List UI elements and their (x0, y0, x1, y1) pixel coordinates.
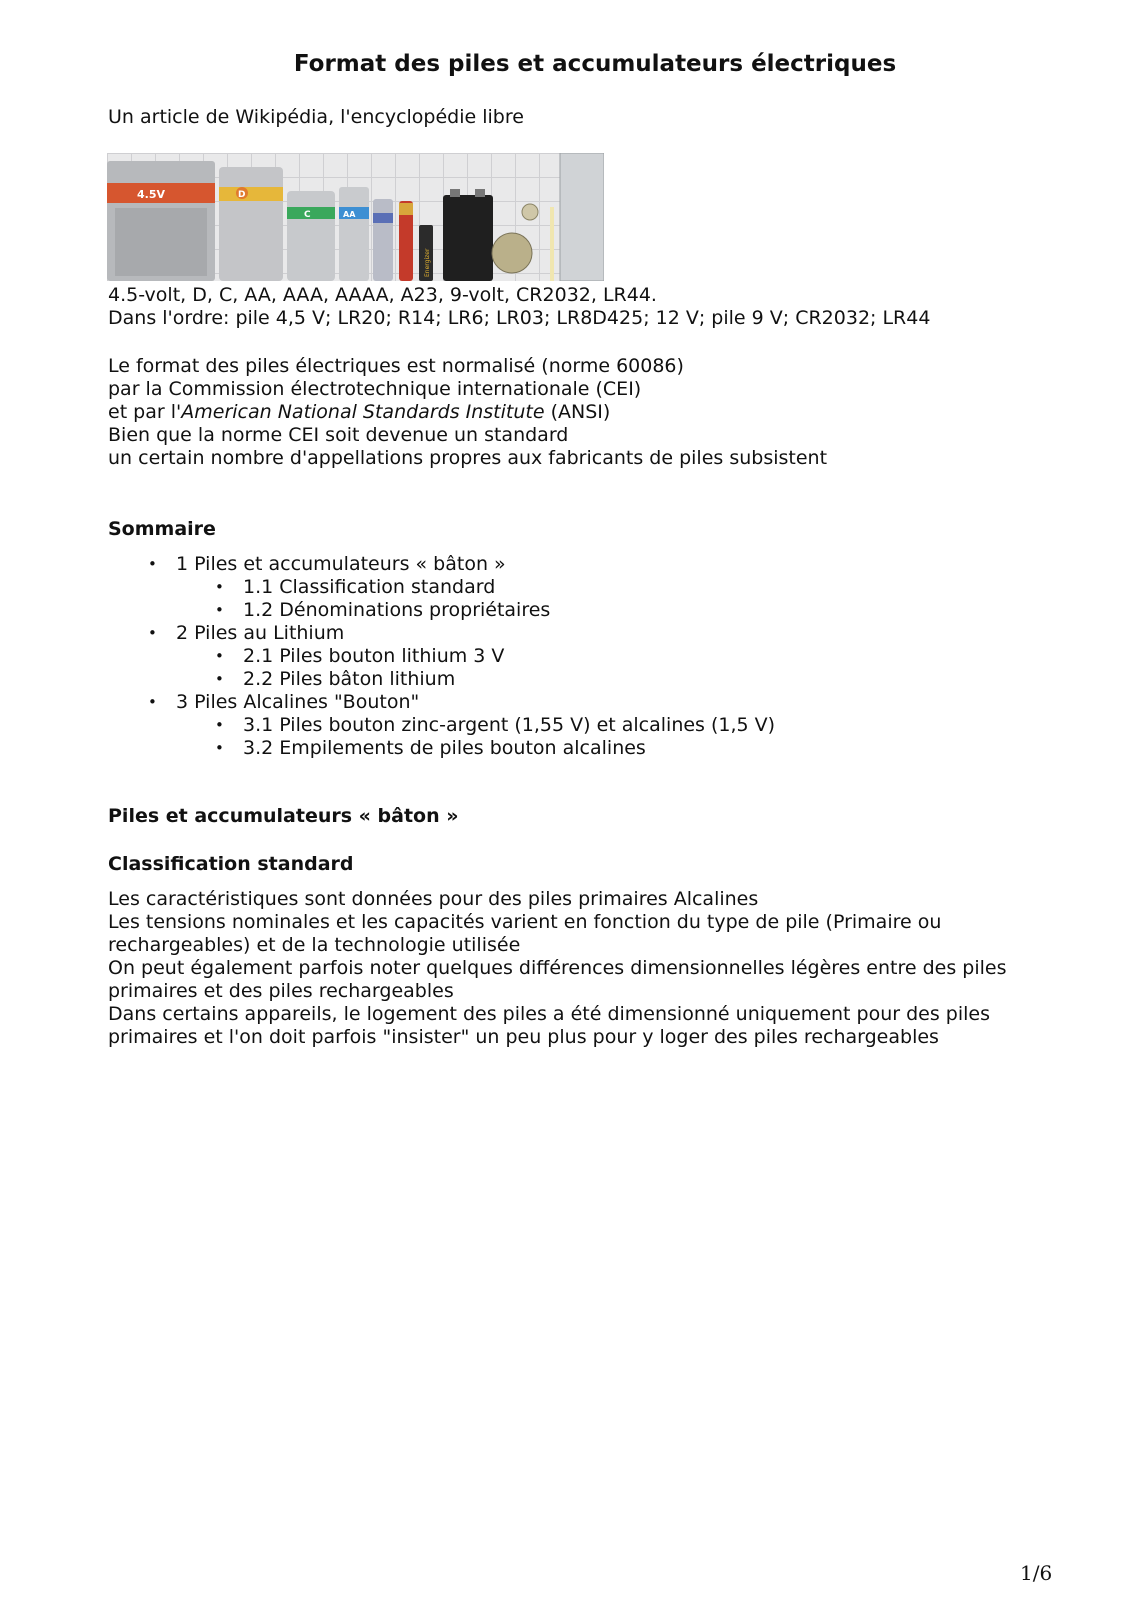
toc-heading: Sommaire (108, 518, 216, 540)
toc-item[interactable]: • 1.1 Classification standard (108, 576, 1008, 599)
ansi-name: American National Standards Institute (181, 401, 545, 423)
article-subtitle: Un article de Wikipédia, l'encyclopédie libre (108, 106, 524, 128)
body-paragraph: Dans certains appareils, le logement des piles a été dimensionné uniquement pour des piles primaires et l'on doit parfois "insister" un peu plus pour y loger des piles rechargeables (108, 1003, 991, 1048)
toc-item[interactable]: • 2.2 Piles bâton lithium (108, 668, 1008, 691)
figure-caption (108, 284, 1028, 330)
body-paragraph: Les caractéristiques sont données pour des piles primaires Alcalines (108, 888, 759, 910)
intro-line-5: un certain nombre d'appellations propres aux fabricants de piles subsistent (108, 447, 828, 469)
intro-line-4: Bien que la norme CEI soit devenue un standard (108, 424, 569, 446)
intro-line-3-post: (ANSI) (544, 401, 611, 423)
toc-item[interactable]: • 3.2 Empilements de piles bouton alcalines (108, 737, 1008, 760)
body-paragraph: Les tensions nominales et les capacités varient en fonction du type de pile (Primaire ou rechargeables) et de la technologie utilisée (108, 911, 942, 956)
label-aa: AA (343, 210, 356, 219)
toc-item[interactable]: • 1 Piles et accumulateurs « bâton » (108, 553, 1008, 576)
label-4-5v: 4.5V (137, 188, 165, 201)
toc-item[interactable]: • 3.1 Piles bouton zinc-argent (1,55 V) et alcalines (1,5 V) (108, 714, 1008, 737)
section-heading: Piles et accumulateurs « bâton » (108, 805, 459, 827)
intro-paragraph (108, 355, 1028, 470)
body-paragraph: On peut également parfois noter quelques différences dimensionnelles légères entre des piles primaires et des piles rechargeables (108, 957, 1007, 1002)
intro-line-2: par la Commission électrotechnique internationale (CEI) (108, 378, 642, 400)
intro-line-1: Le format des piles électriques est normalisé (norme 60086) (108, 355, 684, 377)
toc-item[interactable]: • 2 Piles au Lithium (108, 622, 1008, 645)
brand-energizer: Energizer (424, 248, 431, 277)
intro-line-3-pre: et par l' (108, 401, 182, 423)
label-d: D (238, 190, 246, 200)
toc-item[interactable]: • 2.1 Piles bouton lithium 3 V (108, 645, 1008, 668)
label-c: C (304, 210, 311, 220)
intro-line-3 (108, 401, 1028, 424)
page-title: Format des piles et accumulateurs électriques (293, 51, 897, 77)
caption-line-2: Dans l'ordre: pile 4,5 V; LR20; R14; LR6; LR03; LR8D425; 12 V; pile 9 V; CR2032; LR44 (108, 307, 931, 329)
section-body (108, 888, 1013, 1049)
page-number: 1/6 (1020, 1561, 1053, 1585)
toc-item[interactable]: • 3 Piles Alcalines "Bouton" (108, 691, 1008, 714)
subsection-heading: Classification standard (108, 853, 354, 875)
batteries-photo (107, 153, 604, 281)
table-of-contents (108, 553, 1008, 760)
toc-item[interactable]: • 1.2 Dénominations propriétaires (108, 599, 1008, 622)
batteries-photo-icon (107, 153, 604, 281)
caption-line-1: 4.5-volt, D, C, AA, AAA, AAAA, A23, 9-volt, CR2032, LR44. (108, 284, 657, 306)
